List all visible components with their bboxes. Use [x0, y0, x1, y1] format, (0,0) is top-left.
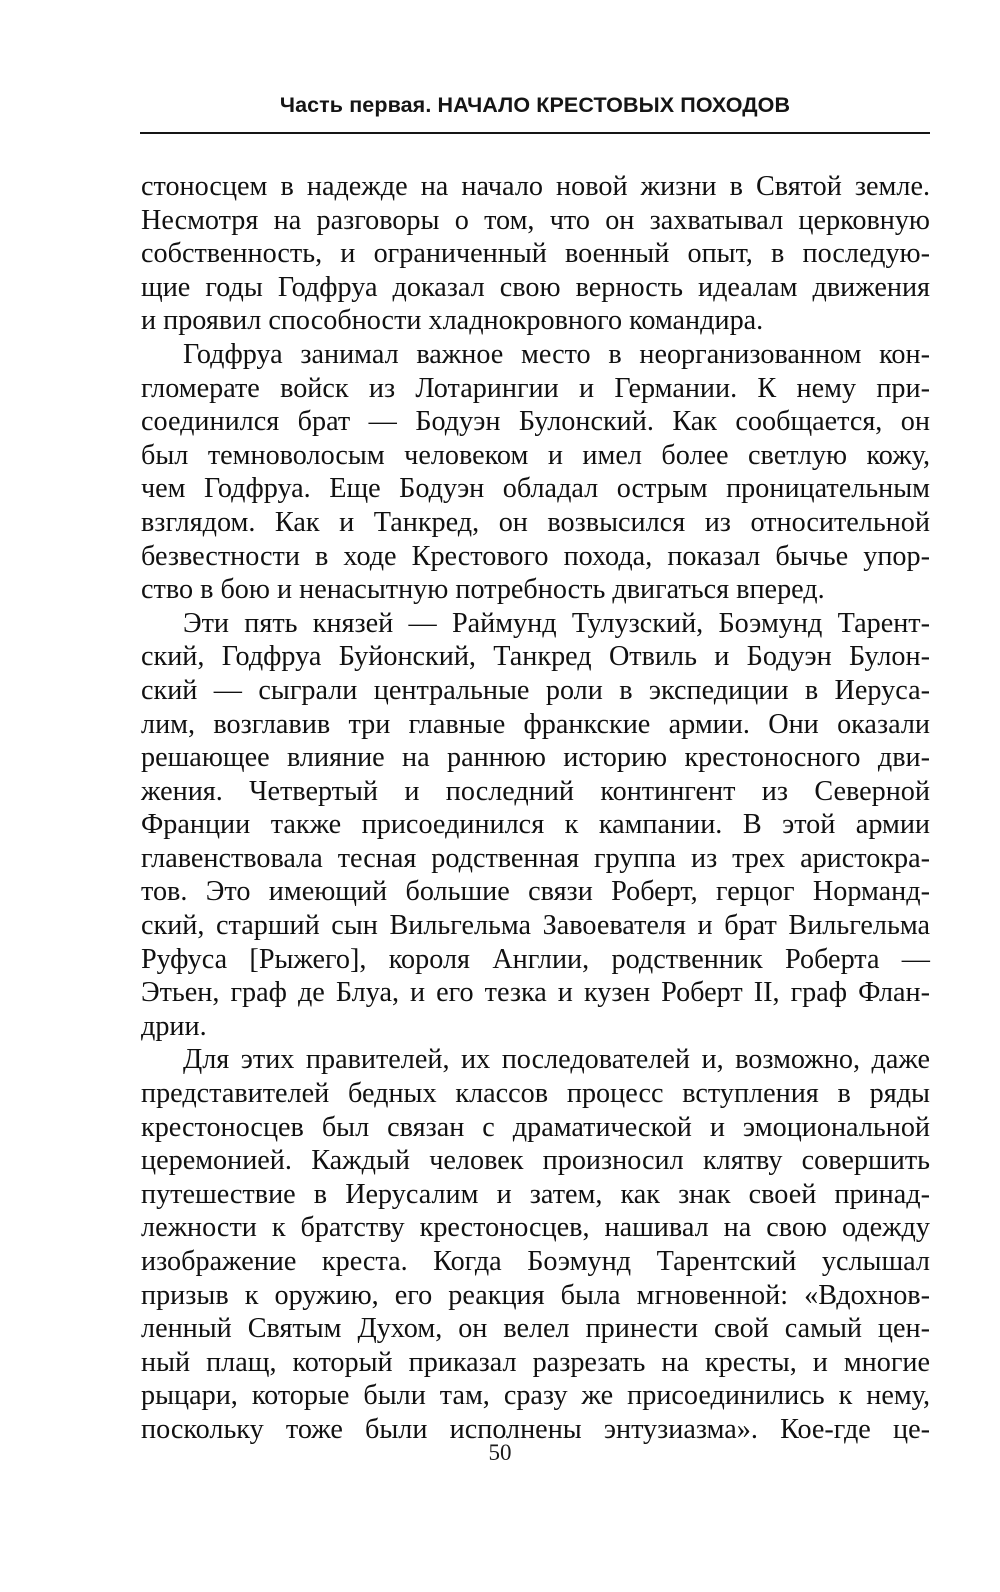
text-line: чем Годфруа. Еще Бодуэн обладал острым проницательным [141, 473, 930, 505]
text-line: и проявил способности хладнокровного командира. [141, 305, 764, 337]
text-line: был темноволосым человеком и имел более светлую кожу, [141, 439, 930, 471]
text-line: ский, Годфруа Буйонский, Танкред Отвиль и Бодуэн Булон- [141, 641, 930, 673]
text-line: Этьен, граф де Блуа, и его тезка и кузен Роберт II, граф Флан- [141, 977, 930, 1009]
text-line: Эти пять князей — Раймунд Тулузский, Боэмунд Тарент- [183, 607, 930, 639]
text-line: ский, старший сын Вильгельма Завоевателя и брат Вильгельма [141, 910, 930, 942]
text-line: ский — сыграли центральные роли в экспедиции в Иеруса- [141, 674, 930, 706]
text-line: крестоносцев был связан с драматической и эмоциональной [141, 1111, 930, 1143]
text-line: представителей бедных классов процесс вступления в ряды [141, 1078, 930, 1110]
text-line: призыв к оружию, его реакция была мгновенной: «Вдохнов- [141, 1279, 930, 1311]
text-line: взглядом. Как и Танкред, он возвысился из относительной [141, 506, 930, 538]
text-line: гломерате войск из Лотарингии и Германии. К нему при- [141, 372, 930, 404]
paragraph [141, 338, 930, 607]
text-line: Годфруа занимал важное место в неорганизованном кон- [183, 338, 930, 370]
page-number: 50 [488, 1440, 512, 1465]
text-line: Для этих правителей, их последователей и, возможно, даже [183, 1044, 930, 1076]
body-text [141, 170, 930, 1447]
text-line: ленный Святым Духом, он велел принести свой самый цен- [141, 1313, 930, 1345]
text-line: дрии. [141, 1010, 207, 1042]
text-line: путешествие в Иерусалим и затем, как знак своей принад- [141, 1178, 930, 1210]
header-part: Часть первая. [279, 93, 438, 117]
text-line: Франции также присоединился к кампании. В этой армии [141, 809, 930, 841]
text-line: щие годы Годфруа доказал свою верность идеалам движения [141, 271, 930, 303]
paragraph [141, 607, 930, 1044]
text-line: изображение креста. Когда Боэмунд Тарентский услышал [141, 1246, 930, 1277]
text-line: безвестности в ходе Крестового похода, показал бычье упор- [141, 540, 930, 572]
text-line: ство в бою и ненасытную потребность двигаться вперед. [141, 574, 825, 606]
text-line: рыцари, которые были там, сразу же присоединились к нему, [141, 1380, 930, 1412]
text-line: церемонией. Каждый человек произносил клятву совершить [141, 1145, 930, 1177]
text-line: соединился брат — Бодуэн Булонский. Как сообщается, он [141, 406, 930, 438]
header-rule [140, 132, 930, 134]
running-header [140, 93, 930, 118]
text-line: стоносцем в надежде на начало новой жизни в Святой земле. [141, 171, 930, 202]
text-line: собственность, и ограниченный военный опыт, в последую- [141, 238, 930, 270]
text-line: поскольку тоже были исполнены энтузиазма». Кое-где це- [141, 1413, 930, 1445]
text-line: жения. Четвертый и последний контингент из Северной [141, 775, 930, 807]
text-line: лим, возглавив три главные франкские армии. Они оказали [141, 708, 930, 740]
paragraph [141, 170, 930, 338]
text-line: главенствовала тесная родственная группа из трех аристокра- [141, 842, 930, 874]
text-line: ный плащ, который приказал разрезать на кресты, и многие [141, 1346, 930, 1378]
text-line: тов. Это имеющий большие связи Роберт, герцог Норманд- [141, 876, 930, 908]
text-line: лежности к братству крестоносцев, нашивал на свою одежду [141, 1212, 930, 1244]
paragraph [141, 1043, 930, 1446]
text-line: Несмотря на разговоры о том, что он захватывал церковную [141, 204, 930, 236]
text-line: решающее влияние на раннюю историю крестоносного дви- [141, 742, 930, 774]
text-line: Руфуса [Рыжего], короля Англии, родственник Роберта — [141, 943, 930, 975]
header-title: НАЧАЛО КРЕСТОВЫХ ПОХОДОВ [437, 93, 791, 117]
